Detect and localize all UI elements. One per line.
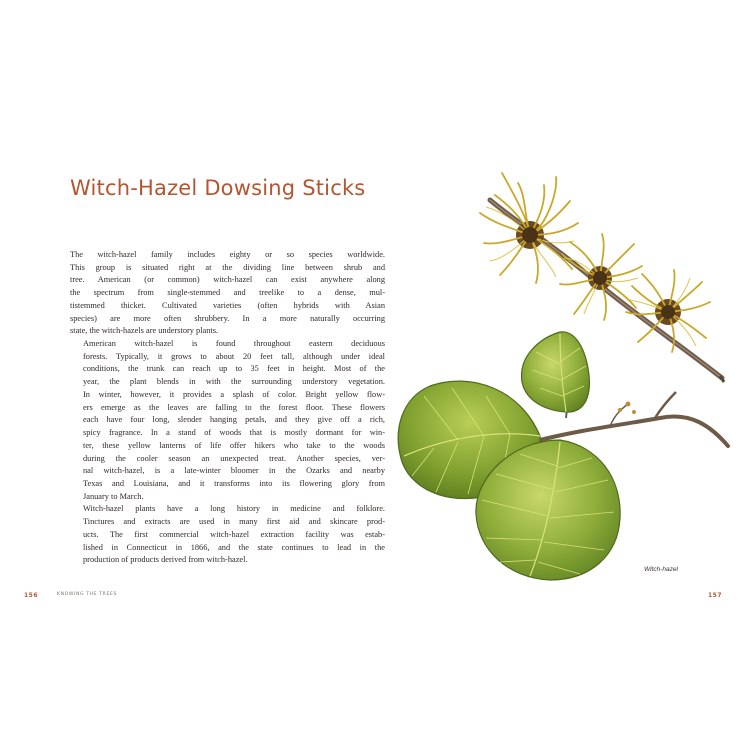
running-head: KNOWING THE TREES (57, 592, 117, 597)
text-line: forests. Typically, it grows to about 20 feet tall, although under ideal (83, 351, 385, 361)
text-line: conditions, the trunk can reach up to 35 feet in height. Most of the (83, 364, 385, 374)
text-line: tree. American (or common) witch-hazel can exist anywhere along (70, 275, 385, 285)
text-line: year, the plant blends in with the surrounding understory vegetation. (83, 377, 385, 387)
text-line: lished in Connecticut in 1866, and the state continues to lead in the (83, 542, 385, 552)
leaf-small (522, 332, 590, 412)
paragraph-1 (70, 249, 385, 338)
text-line: January to March. (83, 491, 144, 501)
text-line: Tinctures and extracts are used in many first aid and skincare prod- (83, 517, 385, 527)
text-line: ers emerge as the leaves are falling to the forest floor. These flowers (83, 402, 385, 412)
text-line: state, the witch-hazels are understory plants. (70, 326, 219, 336)
flower-cluster (480, 173, 578, 283)
text-line: In winter, however, it provides a splash of color. Bright yellow flow- (83, 389, 385, 399)
text-line: the spectrum from single-stemmed and treelike to a dense, mul- (70, 288, 385, 298)
text-line: The witch-hazel family includes eighty or so species worldwide. (70, 250, 385, 259)
text-line: Witch-hazel plants have a long history in medicine and folklore. (83, 504, 385, 514)
text-line: ucts. The first commercial witch-hazel extraction facility was estab- (83, 529, 385, 539)
paragraph-2 (70, 338, 385, 503)
witch-hazel-illustration (385, 160, 740, 590)
text-line: each have four long, slender hanging petals, and they give off a rich, (83, 415, 385, 425)
text-line: production of products derived from witch-hazel. (83, 555, 248, 565)
page-number-right: 157 (707, 592, 722, 599)
text-line: This group is situated right at the dividing line between shrub and (70, 262, 385, 272)
text-line: spicy fragrance. In a stand of woods that is mostly dormant for win- (83, 428, 385, 438)
text-line: ter, these yellow lanterns of life offer hikers who take to the woods (83, 440, 385, 450)
text-line: during the cooler season an unexpected treat. Another species, ver- (83, 453, 385, 463)
text-line: Texas and Louisiana, and it transforms into its flowering glory from (83, 478, 385, 488)
page-number-left: 156 (24, 592, 39, 599)
body-text (70, 249, 385, 567)
illustration-caption: Witch-hazel (644, 566, 678, 573)
text-line: American witch-hazel is found throughout eastern deciduous (83, 339, 385, 349)
paragraph-3 (70, 503, 385, 567)
page-title: Witch-Hazel Dowsing Sticks (70, 176, 366, 200)
text-line: nal witch-hazel, is a late-winter bloomer in the Ozarks and nearby (83, 466, 385, 476)
text-line: species) are more often shrubbery. In a more naturally occurring (70, 313, 385, 323)
text-line: tistemmed thicket. Cultivated varieties (often hybrids with Asian (70, 300, 385, 310)
